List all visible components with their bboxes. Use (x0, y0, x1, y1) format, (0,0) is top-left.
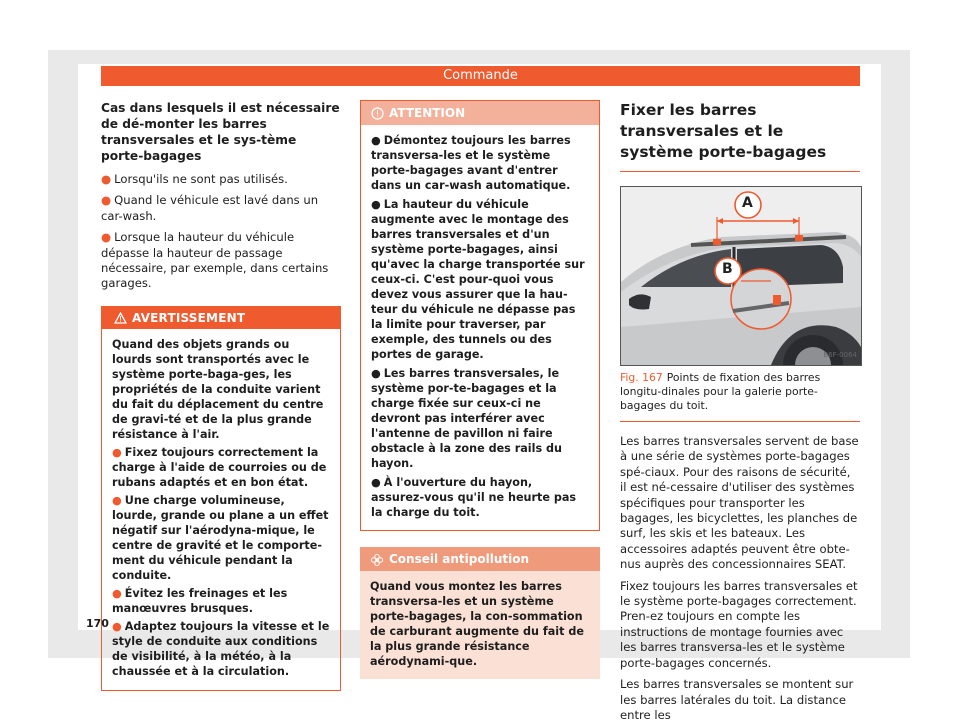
attention-header: ATTENTION (361, 101, 599, 125)
paragraph: Les barres transversales servent de base à une série de systèmes porte-bagages spé-ciaux. Pour des raisons de sécurité, il est né-cessaire d'utiliser des systèmes spécifiques pour transporter les bagages, les bicyclettes, les planches de surf, les skis et les bateaux. Les accessoires adaptés peuvent être obte-nus auprès des concessionnaires SEAT. (620, 434, 859, 572)
list-item: ● Lorsqu'ils ne sont pas utilisés. (101, 172, 288, 186)
list-item: ● À l'ouverture du hayon, assurez-vous qu'il ne heurte pas la charge du toit. (371, 476, 577, 519)
paragraph: Les barres transversales se montent sur les barres latérales du toit. La distance entre les (620, 677, 854, 722)
figure-label-b: B (722, 261, 733, 277)
flower-icon (370, 553, 384, 567)
bullet-icon: ● (112, 619, 122, 633)
list-item: ● Fixez toujours correctement la charge à l'aide de courroies ou de rubans adaptés et en bon état. (112, 445, 327, 489)
warning-body (102, 329, 340, 690)
bullet-icon: ● (371, 198, 381, 211)
warning-header: AVERTISSEMENT (102, 307, 340, 329)
figure-caption: Fig. 167 Points de fixation des barres longitu-dinales pour la galerie porte-bagages du toit. (620, 371, 860, 422)
list-item: ● Adaptez toujours la vitesse et le style de conduite aux conditions de visibilité, à la météo, à la chaussée et à la circulation. (112, 619, 330, 678)
column-2 (360, 100, 600, 679)
list-item: ● Démontez toujours les barres transversa-les et le système porte-bagages avant d'entrer dans un car-wash automatique. (371, 134, 571, 192)
figure-code: B6F-0064 (823, 350, 857, 359)
warning-intro: Quand des objets grands ou lourds sont transportés avec le système porte-baga-ges, les propriétés de la conduite varient du fait du déplacement du centre de gravi-té et de la plus grande résistance à l'air. (112, 337, 324, 441)
bullet-icon: ● (371, 476, 381, 489)
bullet-icon: ● (101, 230, 112, 245)
bullet-icon: ● (112, 493, 122, 507)
car-illustration (621, 187, 861, 365)
bullet-icon: ● (101, 172, 112, 186)
figure-roof-rails (620, 186, 862, 366)
bullet-icon: ● (112, 586, 122, 600)
column-3 (620, 100, 860, 723)
list-item: ● La hauteur du véhicule augmente avec le montage des barres transversales et d'un système porte-bagages, ainsi qu'avec la charge transportée sur ceux-ci. C'est pour-quoi vous devez vous assurer que la hau-teur du véhicule ne dépasse pas la limite pour traverser, par exemple, des tunnels ou des portes de garage. (371, 198, 585, 361)
list-item: ● Les barres transversales, le système por-te-bagages et la charge fixée sur ceux-ci ne devront pas interférer avec l'antenne de pavillon ni faire obstacle à la zone des rails du hayon. (371, 367, 562, 470)
figure-label-a: A (742, 195, 753, 211)
eco-tip-header: Conseil antipollution (360, 547, 600, 571)
eco-tip-box (360, 547, 600, 679)
section-header: Commande (101, 66, 860, 86)
section-title: Fixer les barres transversales et le système porte-bagages (620, 100, 860, 172)
eco-tip-body: Quand vous montez les barres transversa-les et un système porte-bagages, la con-sommation de carburant augmente du fait de la plus grande résistance aérodynami-que. (370, 580, 584, 668)
bullet-icon: ● (112, 445, 122, 459)
attention-box (360, 100, 600, 531)
warning-box (101, 306, 341, 691)
figure-number: Fig. 167 (620, 371, 663, 384)
bullet-icon: ● (371, 367, 381, 380)
paragraph: Fixez toujours les barres transversales et le système porte-bagages correctement. Pren-ez toujours en compte les instructions de montage fournies avec les barres transversa-les et le système porte-bagages concernés. (620, 578, 858, 670)
column-1 (101, 100, 341, 691)
bullet-icon: ● (101, 193, 112, 208)
list-item: ● Quand le véhicule est lavé dans un car-wash. (101, 193, 319, 223)
list-item: ● Lorsque la hauteur du véhicule dépasse la hauteur de passage nécessaire, par exemple, dans certains garages. (101, 230, 329, 291)
attention-body (361, 125, 599, 530)
section-heading: Cas dans lesquels il est nécessaire de dé-monter les barres transversales et le sys-tème porte-bagages (101, 101, 340, 163)
page-number: 170 (86, 617, 109, 630)
warning-triangle-icon (114, 312, 127, 324)
list-item: ● Évitez les freinages et les manœuvres brusques. (112, 586, 288, 615)
bullet-icon: ● (371, 134, 381, 147)
info-circle-icon (371, 107, 384, 120)
list-item: ● Une charge volumineuse, lourde, grande ou plane a un effet négatif sur l'aérodyna-mique, le centre de gravité et le comporte-ment du véhicule pendant la conduite. (112, 493, 329, 582)
